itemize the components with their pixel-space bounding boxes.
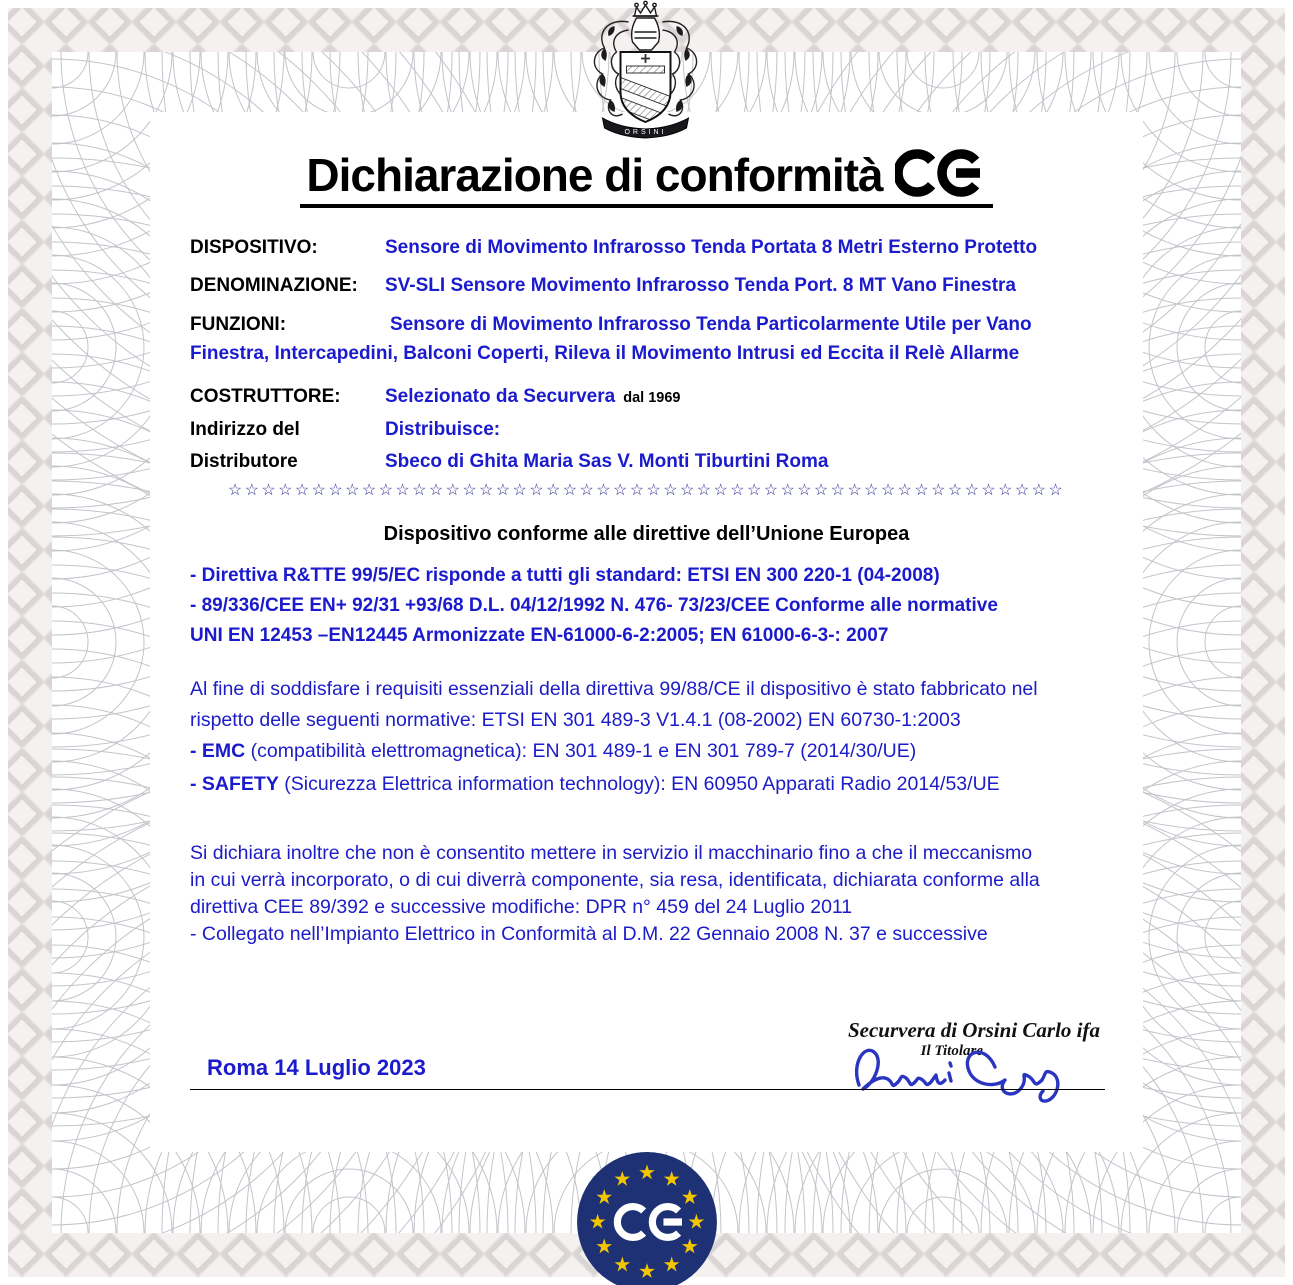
ce-mark-icon — [895, 149, 987, 197]
paragraph1-line-2 — [190, 710, 961, 731]
star-divider — [150, 482, 1143, 500]
field-denominazione — [190, 276, 358, 297]
field-distributore-value — [385, 452, 828, 473]
denominazione-value: SV-SLI Sensore Movimento Infrarosso Tenda Port. 8 MT Vano Finestra — [385, 275, 1016, 296]
field-costruttore — [190, 387, 341, 408]
emc-line — [190, 741, 916, 762]
field-indirizzo — [190, 420, 300, 441]
directive-text-1: - Direttiva R&TTE 99/5/EC risponde a tutti gli standard: ETSI EN 300 220-1 (04-2008) — [190, 565, 940, 586]
crest-shield — [617, 50, 675, 129]
eu-ce-badge — [575, 1150, 719, 1285]
paragraph2-text-2: in cui verrà incorporato, o di cui diverrà componente, sia resa, identificata, dichiarata conforme alla — [190, 869, 1040, 891]
funzioni-label: FUNZIONI: — [190, 314, 287, 335]
paragraph2-line-2 — [190, 870, 1040, 891]
handwritten-signature — [845, 1035, 1100, 1110]
indirizzo-label: Indirizzo del — [190, 419, 300, 440]
crest-banner-text: ORSINI — [624, 129, 667, 136]
field-denominazione-value — [385, 276, 1016, 297]
page-title: Dichiarazione di conformità — [306, 149, 883, 201]
signature-rule — [190, 1089, 1105, 1090]
paragraph2-line-1 — [190, 843, 1032, 864]
paragraph2-line-4 — [190, 924, 988, 945]
signer-name: Securvera di Orsini Carlo ifa — [847, 1018, 1100, 1042]
emc-label: - EMC — [190, 740, 246, 762]
star-divider-glyphs: ☆☆☆☆☆☆☆☆☆☆☆☆☆☆☆☆☆☆☆☆☆☆☆☆☆☆☆☆☆☆☆☆☆☆☆☆☆☆☆☆☆☆☆☆☆☆☆☆☆☆ — [227, 482, 1066, 499]
signer-title: Il Titolare — [920, 1043, 983, 1059]
costruttore-value: Selezionato da Securvera — [385, 386, 616, 407]
directive-line-1 — [190, 566, 940, 587]
directive-line-3 — [190, 626, 888, 647]
funzioni-value-1: Sensore di Movimento Infrarosso Tenda Particolarmente Utile per Vano — [390, 314, 1032, 335]
field-indirizzo-value — [385, 420, 500, 441]
paragraph2-text-3: direttiva CEE 89/392 e successive modifiche: DPR n° 459 del 24 Luglio 2011 — [190, 896, 853, 918]
indirizzo-value: Distribuisce: — [385, 419, 501, 440]
directive-line-2 — [190, 596, 998, 617]
dispositivo-label: DISPOSITIVO: — [190, 237, 318, 258]
directive-text-3: UNI EN 12453 –EN12445 Armonizzate EN-61000-6-2:2005; EN 61000-6-3-: 2007 — [190, 625, 889, 646]
safety-line — [190, 774, 1000, 795]
paragraph2-text-1: Si dichiara inoltre che non è consentito mettere in servizio il macchinario fino a che il meccanismo — [190, 842, 1033, 864]
paragraph2-text-4: - Collegato nell’Impianto Elettrico in Conformità al D.M. 22 Gennaio 2008 N. 37 e successive — [190, 923, 988, 945]
field-funzioni-value-line1 — [390, 315, 1032, 336]
field-dispositivo — [190, 238, 318, 259]
safety-rest: (Sicurezza Elettrica information technology): EN 60950 Apparati Radio 2014/53/UE — [278, 773, 1000, 795]
directive-text-2: - 89/336/CEE EN+ 92/31 +93/68 D.L. 04/12/1992 N. 476- 73/23/CEE Conforme alle normative — [190, 595, 998, 616]
field-costruttore-value — [385, 387, 680, 408]
conformity-heading-row — [150, 523, 1143, 545]
orsini-family-crest — [568, 0, 723, 142]
title-block — [150, 148, 1143, 208]
field-funzioni — [190, 315, 286, 336]
denominazione-label: DENOMINAZIONE: — [190, 275, 358, 296]
costruttore-label: COSTRUTTORE: — [190, 386, 341, 407]
crest-crown — [633, 1, 659, 16]
field-distributore — [190, 452, 298, 473]
crest-helmet — [632, 18, 660, 50]
safety-label: - SAFETY — [190, 773, 279, 795]
distributore-label: Distributore — [190, 451, 298, 472]
dispositivo-value: Sensore di Movimento Infrarosso Tenda Portata 8 Metri Esterno Protetto — [385, 237, 1038, 258]
emc-rest: (compatibilità elettromagnetica): EN 301 489-1 e EN 301 789-7 (2014/30/UE) — [245, 740, 917, 762]
field-dispositivo-value — [385, 238, 1037, 259]
distributore-value: Sbeco di Ghita Maria Sas V. Monti Tiburtini Roma — [385, 451, 829, 472]
place-date: Roma 14 Luglio 2023 — [207, 1055, 426, 1080]
funzioni-value-2: Finestra, Intercapedini, Balconi Coperti, Rileva il Movimento Intrusi ed Eccita il Relè Allarme — [190, 343, 1020, 364]
conformity-heading: Dispositivo conforme alle direttive dell’Unione Europea — [383, 523, 910, 545]
costruttore-suffix: dal 1969 — [623, 390, 681, 406]
field-funzioni-value-line2 — [190, 344, 1019, 365]
paragraph2-line-3 — [190, 897, 852, 918]
paragraph1-text-1: Al fine di soddisfare i requisiti essenziali della direttiva 99/88/CE il dispositivo è stato fabbricato nel — [190, 678, 1038, 700]
paragraph1-text-2: rispetto delle seguenti normative: ETSI EN 301 489-3 V1.4.1 (08-2002) EN 60730-1:2003 — [190, 709, 961, 731]
paragraph1-line-1 — [190, 679, 1038, 700]
